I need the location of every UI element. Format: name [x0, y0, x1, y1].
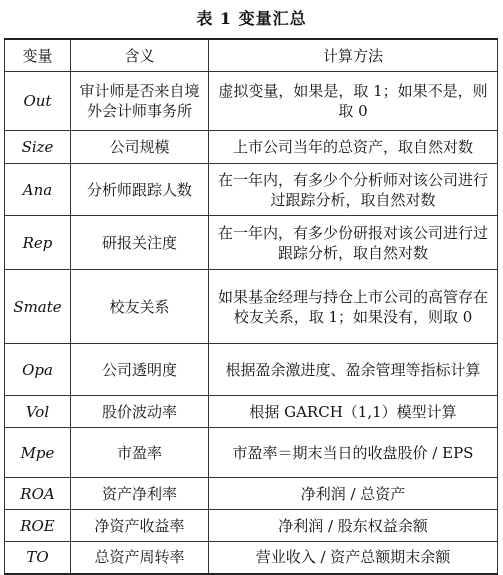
variable-cell: Ana	[5, 164, 71, 216]
variable-cell: Size	[5, 131, 71, 164]
table-row	[5, 270, 498, 344]
variable-cell: ROA	[5, 478, 71, 510]
table-row	[5, 131, 498, 164]
method-cell: 净利润 / 股东权益余额	[209, 510, 498, 542]
variable-cell: TO	[5, 542, 71, 574]
variable-summary-table	[4, 38, 498, 575]
meaning-cell: 审计师是否来自境外会计师事务所	[71, 72, 209, 131]
meaning-cell: 公司透明度	[71, 344, 209, 396]
method-cell: 市盈率＝期末当日的收盘股价 / EPS	[209, 428, 498, 478]
meaning-cell: 市盈率	[71, 428, 209, 478]
table-row	[5, 72, 498, 131]
method-cell: 在一年内，有多少个分析师对该公司进行过跟踪分析，取自然对数	[209, 164, 498, 216]
meaning-cell: 分析师跟踪人数	[71, 164, 209, 216]
table-row	[5, 428, 498, 478]
table-row	[5, 216, 498, 270]
variable-cell: Smate	[5, 270, 71, 344]
table-caption: 表 1 变量汇总	[196, 9, 307, 28]
method-cell: 净利润 / 总资产	[209, 478, 498, 510]
header-variable: 变量	[5, 39, 71, 72]
variable-cell: Mpe	[5, 428, 71, 478]
meaning-cell: 资产净利率	[71, 478, 209, 510]
method-cell: 上市公司当年的总资产，取自然对数	[209, 131, 498, 164]
variable-cell: Out	[5, 72, 71, 131]
method-cell: 根据盈余激进度、盈余管理等指标计算	[209, 344, 498, 396]
table-row	[5, 478, 498, 510]
meaning-cell: 校友关系	[71, 270, 209, 344]
meaning-cell: 净资产收益率	[71, 510, 209, 542]
meaning-cell: 公司规模	[71, 131, 209, 164]
method-cell: 虚拟变量，如果是，取 1；如果不是，则取 0	[209, 72, 498, 131]
table-row	[5, 344, 498, 396]
method-cell: 营业收入 / 资产总额期末余额	[209, 542, 498, 574]
table-header-row	[5, 39, 498, 72]
header-meaning: 含义	[71, 39, 209, 72]
variable-cell: ROE	[5, 510, 71, 542]
variable-cell: Rep	[5, 216, 71, 270]
table-row	[5, 164, 498, 216]
table-row	[5, 510, 498, 542]
variable-cell: Vol	[5, 396, 71, 428]
method-cell: 在一年内，有多少份研报对该公司进行过跟踪分析，取自然对数	[209, 216, 498, 270]
meaning-cell: 总资产周转率	[71, 542, 209, 574]
method-cell: 根据 GARCH（1,1）模型计算	[209, 396, 498, 428]
table-row	[5, 542, 498, 574]
variable-cell: Opa	[5, 344, 71, 396]
table-row	[5, 396, 498, 428]
meaning-cell: 研报关注度	[71, 216, 209, 270]
method-cell: 如果基金经理与持仓上市公司的高管存在校友关系，取 1；如果没有，则取 0	[209, 270, 498, 344]
meaning-cell: 股价波动率	[71, 396, 209, 428]
header-method: 计算方法	[209, 39, 498, 72]
